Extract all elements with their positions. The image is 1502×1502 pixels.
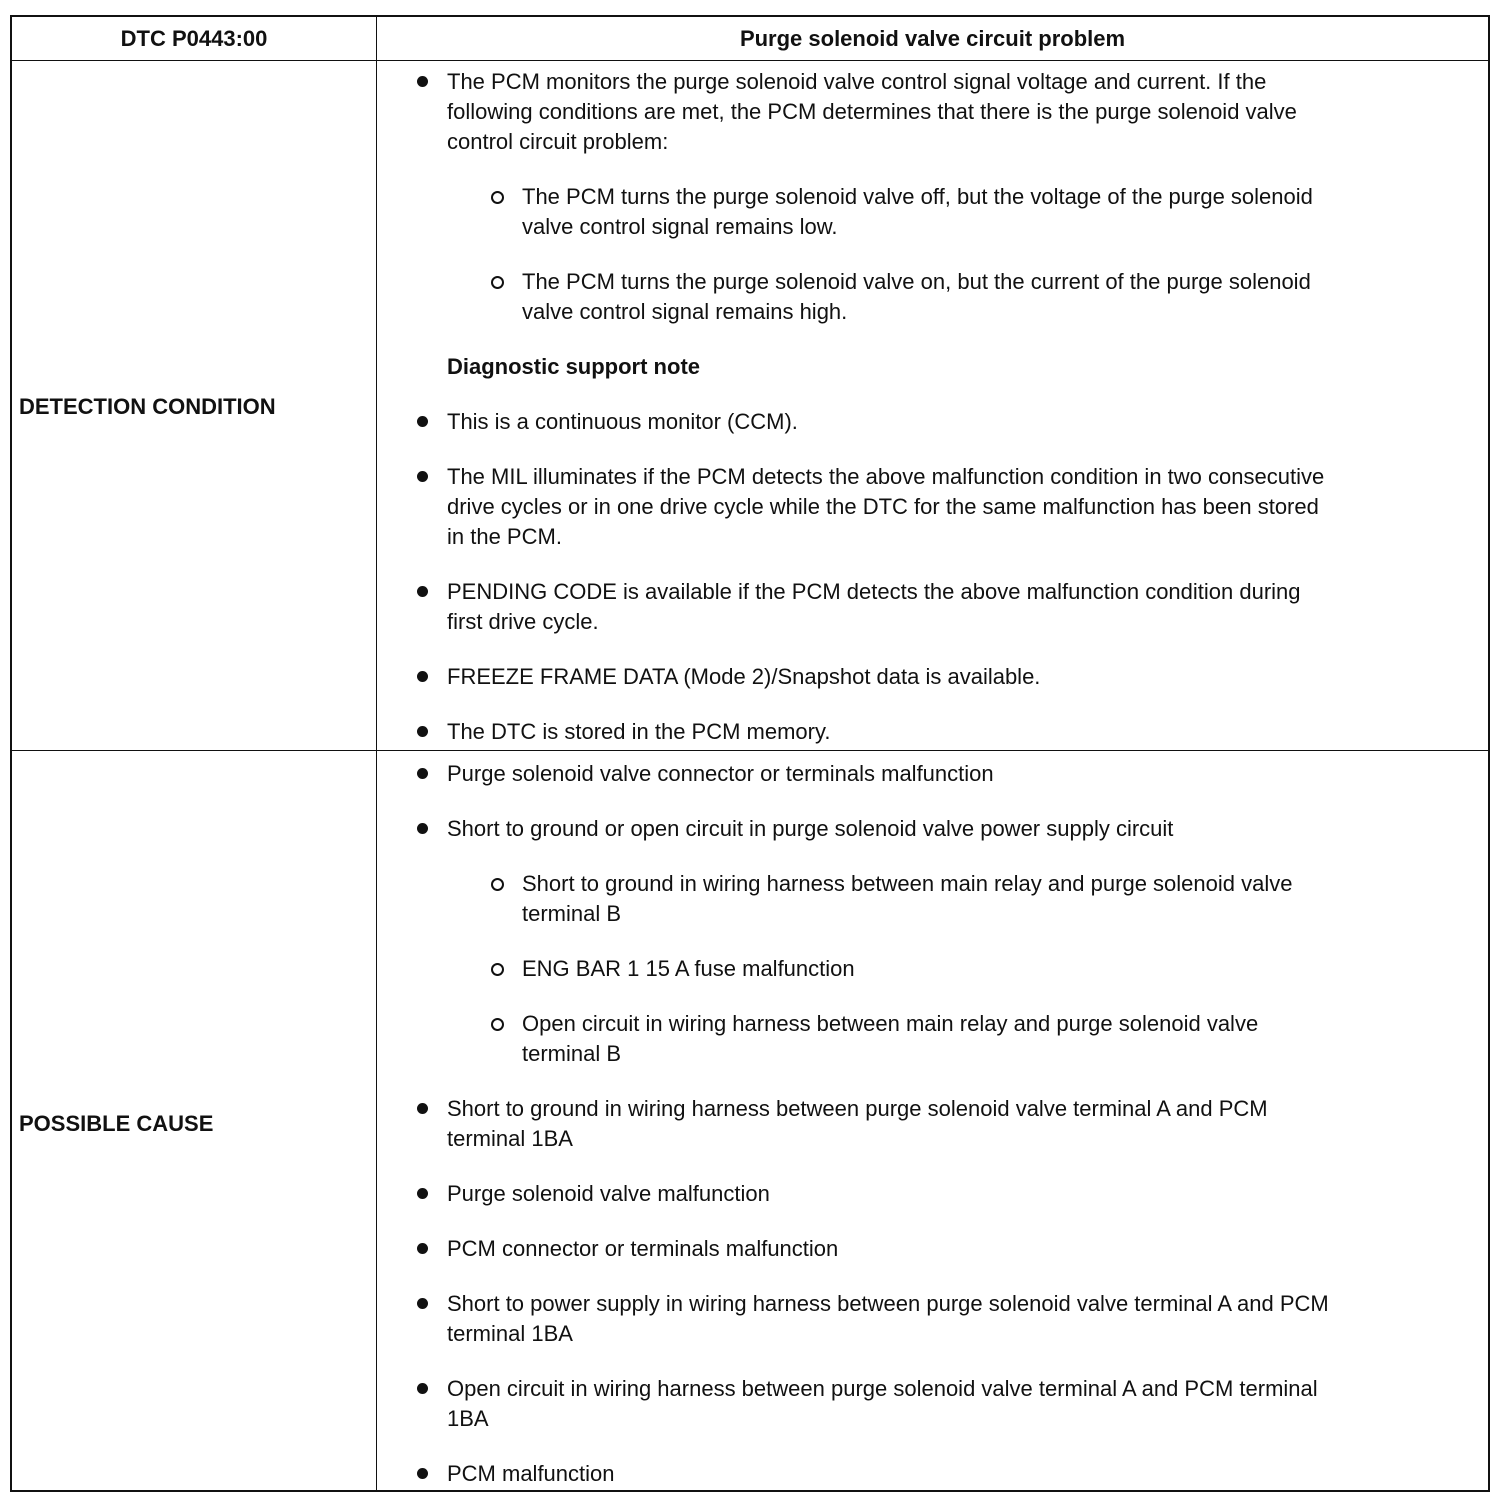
bullet-icon bbox=[417, 768, 428, 779]
bullet-icon bbox=[417, 76, 428, 87]
cause-subitem bbox=[522, 1009, 1258, 1069]
bullet-icon bbox=[417, 823, 428, 834]
line: The PCM turns the purge solenoid valve off, but the voltage of the purge solenoid bbox=[522, 184, 1313, 209]
line: following conditions are met, the PCM determines that there is the purge solenoid valve bbox=[447, 99, 1297, 124]
bullet-icon bbox=[417, 1243, 428, 1254]
row-divider bbox=[12, 750, 1488, 751]
line: PCM malfunction bbox=[447, 1461, 615, 1486]
line: Open circuit in wiring harness between main relay and purge solenoid valve bbox=[522, 1011, 1259, 1036]
line: terminal B bbox=[522, 1041, 622, 1066]
support-note-item bbox=[447, 577, 1301, 637]
cause-item bbox=[447, 1459, 615, 1489]
dtc-title-header: Purge solenoid valve circuit problem bbox=[739, 25, 1126, 51]
circle-bullet-icon bbox=[491, 1018, 504, 1031]
detection-condition-item bbox=[522, 182, 1313, 242]
detection-intro-item bbox=[447, 67, 1297, 157]
line: The DTC is stored in the PCM memory. bbox=[447, 719, 831, 744]
dtc-code-header: DTC P0443:00 bbox=[120, 25, 268, 51]
detection-condition-item bbox=[522, 267, 1311, 327]
line: The PCM monitors the purge solenoid valve control signal voltage and current. If the bbox=[447, 69, 1267, 94]
line: valve control signal remains low. bbox=[522, 214, 838, 239]
bullet-icon bbox=[417, 1468, 428, 1479]
bullet-icon bbox=[417, 1298, 428, 1309]
circle-bullet-icon bbox=[491, 191, 504, 204]
support-note-title: Diagnostic support note bbox=[447, 354, 700, 379]
line: This is a continuous monitor (CCM). bbox=[447, 409, 798, 434]
support-note-item bbox=[447, 662, 1040, 692]
dtc-table bbox=[10, 15, 1490, 1492]
line: PENDING CODE is available if the PCM detects the above malfunction condition during bbox=[447, 579, 1301, 604]
cause-item bbox=[447, 1289, 1329, 1349]
circle-bullet-icon bbox=[491, 878, 504, 891]
line: Short to ground in wiring harness between main relay and purge solenoid valve bbox=[522, 871, 1293, 896]
cause-subitem bbox=[522, 954, 855, 984]
cause-item bbox=[447, 1374, 1318, 1434]
circle-bullet-icon bbox=[491, 276, 504, 289]
detection-condition-label: DETECTION CONDITION bbox=[19, 394, 276, 419]
bullet-icon bbox=[417, 471, 428, 482]
line: The PCM turns the purge solenoid valve on, but the current of the purge solenoid bbox=[522, 269, 1311, 294]
line: ENG BAR 1 15 A fuse malfunction bbox=[522, 956, 855, 981]
bullet-icon bbox=[417, 726, 428, 737]
line: in the PCM. bbox=[447, 524, 562, 549]
bullet-icon bbox=[417, 586, 428, 597]
bullet-icon bbox=[417, 416, 428, 427]
line: The MIL illuminates if the PCM detects the above malfunction condition in two consecutive bbox=[447, 464, 1325, 489]
line: drive cycles or in one drive cycle while the DTC for the same malfunction has been stored bbox=[447, 494, 1319, 519]
support-note-item bbox=[447, 717, 830, 747]
bullet-icon bbox=[417, 1188, 428, 1199]
cause-item bbox=[447, 814, 1173, 844]
line: terminal 1BA bbox=[447, 1321, 573, 1346]
line: terminal B bbox=[522, 901, 622, 926]
line: PCM connector or terminals malfunction bbox=[447, 1236, 839, 1261]
bullet-icon bbox=[417, 1383, 428, 1394]
line: Short to power supply in wiring harness between purge solenoid valve terminal A and PCM bbox=[447, 1291, 1329, 1316]
line: valve control signal remains high. bbox=[522, 299, 848, 324]
line: Open circuit in wiring harness between purge solenoid valve terminal A and PCM terminal bbox=[447, 1376, 1318, 1401]
support-note-item bbox=[447, 407, 798, 437]
possible-cause-label: POSSIBLE CAUSE bbox=[19, 1111, 214, 1136]
cause-item bbox=[447, 1179, 770, 1209]
support-note-item bbox=[447, 462, 1324, 552]
line: 1BA bbox=[447, 1406, 489, 1431]
cause-item bbox=[447, 1234, 838, 1264]
column-divider bbox=[376, 17, 377, 1490]
cause-item bbox=[447, 1094, 1268, 1154]
line: Short to ground in wiring harness between purge solenoid valve terminal A and PCM bbox=[447, 1096, 1268, 1121]
bullet-icon bbox=[417, 1103, 428, 1114]
line: terminal 1BA bbox=[447, 1126, 573, 1151]
cause-subitem bbox=[522, 869, 1292, 929]
circle-bullet-icon bbox=[491, 963, 504, 976]
bullet-icon bbox=[417, 671, 428, 682]
line: control circuit problem: bbox=[447, 129, 669, 154]
line: FREEZE FRAME DATA (Mode 2)/Snapshot data is available. bbox=[447, 664, 1041, 689]
line: Short to ground or open circuit in purge solenoid valve power supply circuit bbox=[447, 816, 1174, 841]
line: first drive cycle. bbox=[447, 609, 599, 634]
line: Purge solenoid valve malfunction bbox=[447, 1181, 770, 1206]
cause-item bbox=[447, 759, 994, 789]
header-divider bbox=[12, 60, 1488, 61]
line: Purge solenoid valve connector or terminals malfunction bbox=[447, 761, 994, 786]
